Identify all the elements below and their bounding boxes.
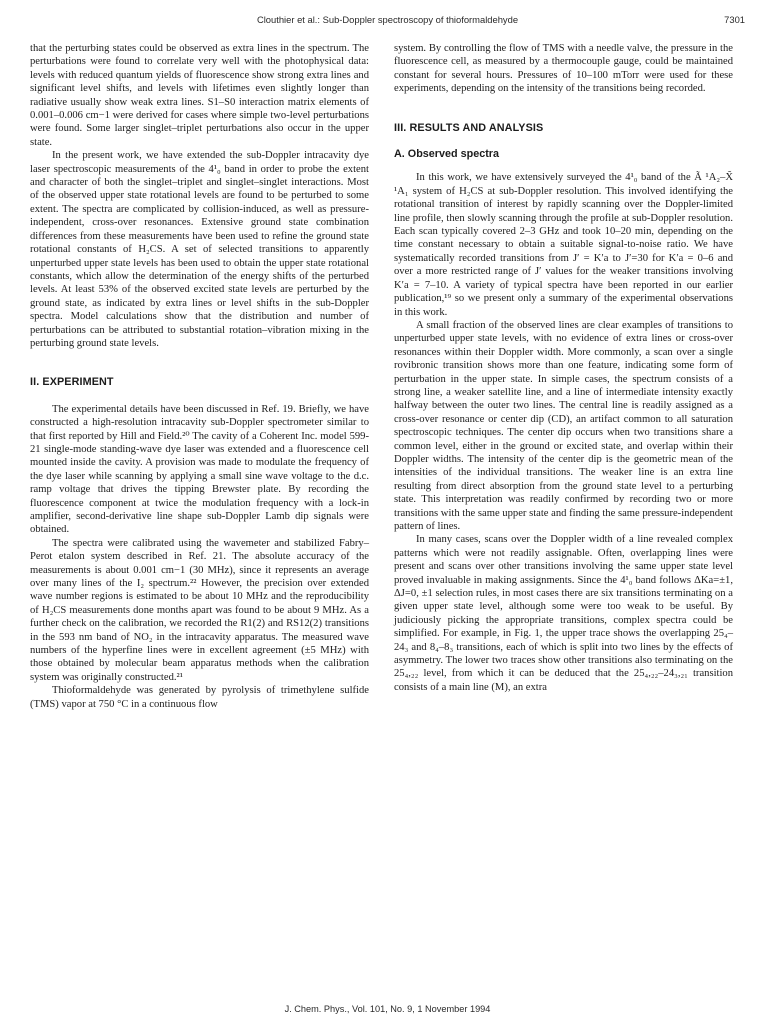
paragraph: The experimental details have been discussed in Ref. 19. Briefly, we have constructed a high-resolution intracavity sub-Doppler spectrometer similar to that first reported by Hill and Field.²⁰ The cavity of a Coherent Inc. model 599-21 single-mode standing-wave dye laser was extended and a fluorescence cell mounted inside the cavity. A provision was made to modulate the frequency of the dye laser while scanning by applying a small sine wave voltage to the d.c. ramp voltage that drives the tipping Brewster plate. By recording the fluorescence component at twice the modulation frequency with a lock-in amplifier, second-derivative line shape sub-Doppler Lamb dip signals were obtained.: [30, 403, 369, 536]
paragraph: Thioformaldehyde was generated by pyrolysis of trimethylene sulfide (TMS) vapor at 750 °C in a continuous flow: [30, 685, 369, 710]
left-column: [30, 42, 369, 711]
paragraph: In this work, we have extensively surveyed the 4¹₀ band of the Ã ¹A₂–X̃ ¹A₁ system of H₂CS at sub-Doppler resolution. This involved identifying the rotational transition of interest by rapidly scanning over the Doppler-limited line profile, then slowly scanning through the profile at sub-Doppler resolution. Each scan typically covered 2–3 GHz and took 10–20 min, depending on the time constant necessary to obtain a suitable signal-to-noise ratio. We have systematically recorded transitions from J′ = K′a to J′=30 for K′a = 0–6 and over a more restricted range of J′ values for the weaker transitions involving K′a = 7–10. A variety of typical spectra have been reported in our earlier publication,¹⁹ so we present only a summary of the experimental observations in this work.: [394, 172, 733, 318]
subsection-heading-observed-spectra: A. Observed spectra: [394, 148, 500, 161]
section-heading-results: III. RESULTS AND ANALYSIS: [394, 121, 544, 134]
paragraph: In the present work, we have extended the sub-Doppler intracavity dye laser spectroscopic measurements of the 4¹₀ band in order to probe the extent and character of both the singlet–triplet and singlet–singlet interactions. Most of the observed upper state rotational levels are found to be perturbed to some extent. The spectra are complicated by collision-induced, as well as pressure-independent, cross-over resonances. Extensive ground state combination differences from these measurements have been used to refine the ground state rotational constants of H₂CS. A set of selected transitions to apparently unperturbed upper state levels has been used to obtain the upper state rotational constants, which allow the determination of the energy shifts of the perturbed levels. At least 53% of the observed excited state levels are perturbed by the ground state, as indicated by extra lines or level shifts in the sub-Doppler spectra. Model calculations show that the distribution and number of perturbations can be attributed to substantial rotation–vibration mixing in the perturbing ground state levels.: [30, 150, 369, 349]
running-header: [0, 14, 775, 28]
running-title: Clouthier et al.: Sub-Doppler spectroscopy of thioformaldehyde: [256, 14, 519, 25]
section-heading-experiment: II. EXPERIMENT: [30, 376, 114, 389]
right-column: [394, 42, 733, 694]
paragraph: In many cases, scans over the Doppler width of a line revealed complex patterns which were not readily assignable. Often, overlapping lines were present and scans over other transitions involving the same upper state level proved invaluable in making assignments. Since the 4¹₀ band follows ΔKa=±1, ΔJ=0, ±1 selection rules, in most cases there are six transitions terminating on a given upper state level, although some were too weak to be useful. By judiciously picking the appropriate transitions, complex spectra could be simplified. For example, in Fig. 1, the upper trace shows the overlapping 25₄–24₃ and 8₄–8₃ transitions, each of which is split into two lines by the effects of asymmetry. The lower two traces show other transitions also terminating on the 25₄,₂₂ level, from which it can be deduced that the 25₄,₂₂–24₃,₂₁ transition consists of a main line (M), an extra: [394, 534, 733, 693]
paragraph: system. By controlling the flow of TMS with a needle valve, the pressure in the fluorescence cell, as measured by a thermocouple gauge, could be maintained constant for several hours. Pressures of 10–100 mTorr were used for these experiments, depending on the intensity of the transitions being recorded.: [394, 43, 733, 95]
page-number: 7301: [724, 14, 745, 25]
journal-citation-footer: J. Chem. Phys., Vol. 101, No. 9, 1 November 1994: [284, 1004, 491, 1014]
paragraph: A small fraction of the observed lines are clear examples of transitions to unperturbed upper state levels, with no evidence of extra lines or cross-over resonances within their Doppler width. More commonly, a scan over a single rovibronic transition shows more than one feature, indicating some form of perturbation in the upper state. In simple cases, the spectrum consists of a strong line, a weaker satellite line, and a line of intermediate intensity exactly halfway between the outer two lines. The central line is readily assigned as a cross-over resonance or center dip (CD), an artifact common to all saturation spectroscopic techniques. The center dip occurs when two transitions share a common level, either in the ground or excited state, and overlap within their Doppler widths. The intensity of the center dip is the geometric mean of the intensities of the individual transitions. The weaker line is an extra line resulting from direct absorption from the ground state level to a perturbing state. This interpretation was readily confirmed by recording two or more transitions with the same upper state and finding the same pressure-independent pattern of lines.: [394, 319, 733, 532]
paragraph: that the perturbing states could be observed as extra lines in the spectrum. The perturbations were found to correlate very well with the photophysical data: levels with reduced quantum yields of fluorescence show strong extra lines and significant level shifts, and levels with lifetimes even slightly longer than radiative usually show weak extra lines. S1–S0 interaction matrix elements of 0.001–0.006 cm−1 were derived for cases where simple two-level perturbations were found. Some larger singlet–triplet perturbations also occur in the upper state.: [30, 43, 369, 148]
paragraph: The spectra were calibrated using the wavemeter and stabilized Fabry–Perot etalon system described in Ref. 21. The absolute accuracy of the measurements is about 0.001 cm−1 (30 MHz), since it represents an average over many lines of the I₂ spectrum.²² However, the precision over extended wave number regions is estimated to be about 10 MHz and the reproducibility of H₂CS measurements done months apart was found to be about 9 MHz. As a further check on the calibration, we recorded the R1(2) and RS12(2) transitions in the 593 nm band of NO₂ in the intracavity apparatus. The measured wave numbers of the hyperfine lines were in excellent agreement (±5 MHz) with those obtained by molecular beam apparatus methods when the calibration system was originally constructed.²¹: [30, 537, 369, 683]
